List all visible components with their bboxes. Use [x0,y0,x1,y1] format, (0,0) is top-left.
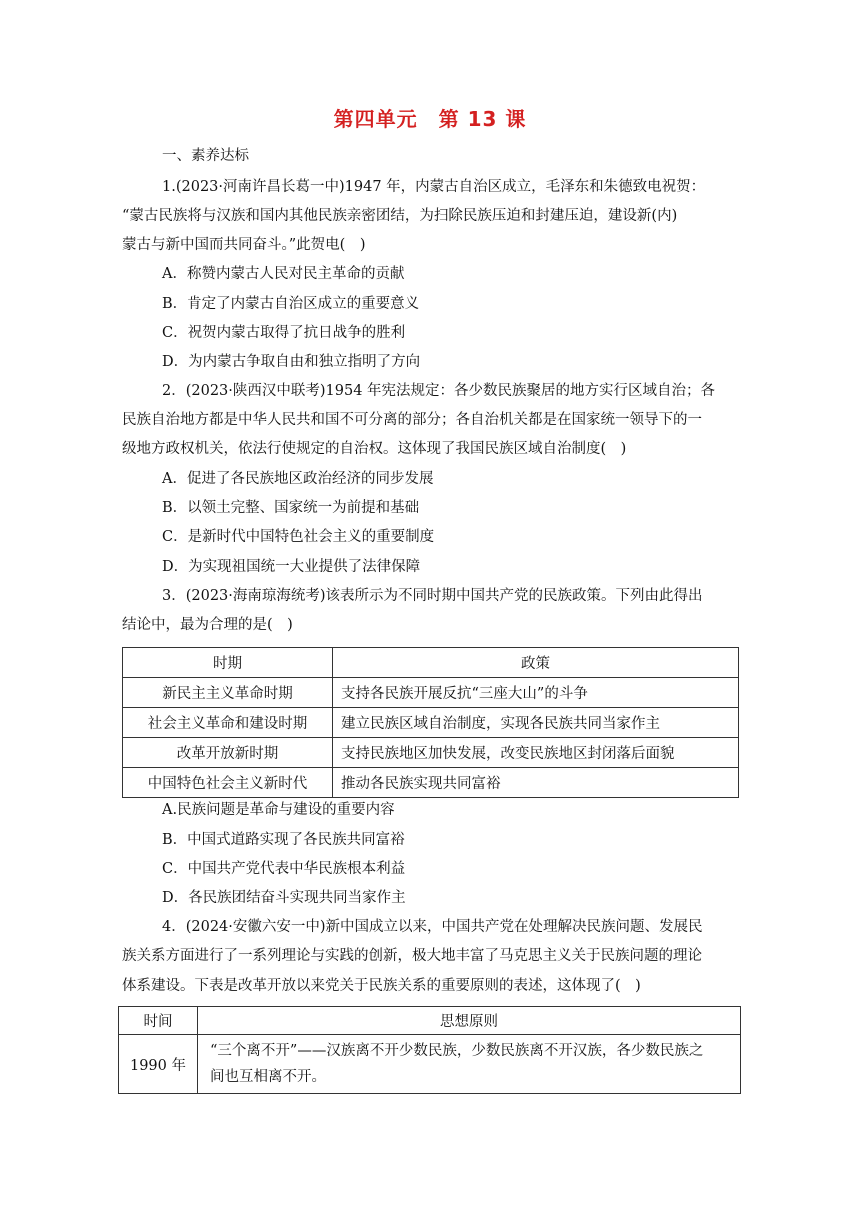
table-cell-period: 改革开放新时期 [123,738,333,768]
q1-option-d[interactable]: D．为内蒙古争取自由和独立指明了方向 [162,354,421,370]
table-header-cell: 政策 [333,648,739,678]
table-cell-policy: 支持各民族开展反抗“三座大山”的斗争 [333,678,739,708]
table-cell-time: 1990 年 [119,1035,198,1094]
q4-stem-line-1: 4．(2024·安徽六安一中)新中国成立以来，中国共产党在处理解决民族问题、发展民 [162,919,703,935]
q2-option-d[interactable]: D．为实现祖国统一大业提供了法律保障 [162,559,421,575]
q4-stem-line-2: 族关系方面进行了一系列理论与实践的创新，极大地丰富了马克思主义关于民族问题的理论 [122,948,702,964]
table-cell-period: 中国特色社会主义新时代 [123,768,333,798]
q3-option-d[interactable]: D．各民族团结奋斗实现共同当家作主 [162,890,406,906]
q2-stem-line-3: 级地方政权机关，依法行使规定的自治权。这体现了我国民族区域自治制度( ) [122,441,627,457]
q2-stem-line-1: 2．(2023·陕西汉中联考)1954 年宪法规定：各少数民族聚居的地方实行区域自治；各 [162,383,716,399]
q3-policy-table [122,647,739,798]
table-header-row [119,1007,741,1035]
table-header-cell: 思想原则 [198,1007,741,1035]
table-row [123,708,739,738]
q4-principle-table [118,1006,741,1094]
q2-option-a[interactable]: A．促进了各民族地区政治经济的同步发展 [162,471,434,487]
page-title: 第四单元 第 13 课 [333,107,527,131]
principle-line-1: “三个离不开”——汉族离不开少数民族，少数民族离不开汉族，各少数民族之 [210,1043,704,1059]
q4-stem-line-3: 体系建设。下表是改革开放以来党关于民族关系的重要原则的表述，这体现了( ) [122,978,641,994]
table-row [123,678,739,708]
q1-option-a[interactable]: A．称赞内蒙古人民对民主革命的贡献 [162,266,405,282]
q3-option-b[interactable]: B．中国式道路实现了各民族共同富裕 [162,832,405,848]
section-heading: 一、素养达标 [162,148,249,164]
table-header-cell: 时间 [119,1007,198,1035]
q3-option-a[interactable]: A.民族问题是革命与建设的重要内容 [162,802,395,818]
table-header-cell: 时期 [123,648,333,678]
table-cell-period: 社会主义革命和建设时期 [123,708,333,738]
table-cell-principle [198,1035,741,1094]
q1-stem-line-2: “蒙古民族将与汉族和国内其他民族亲密团结，为扫除民族压迫和封建压迫，建设新(内) [122,208,678,224]
q1-stem-line-1: 1.(2023·河南许昌长葛一中)1947 年，内蒙古自治区成立，毛泽东和朱德致电祝贺： [162,179,706,195]
q1-option-c[interactable]: C．祝贺内蒙古取得了抗日战争的胜利 [162,325,406,341]
principle-line-2: 间也互相离不开。 [210,1069,326,1085]
q3-stem-line-1: 3．(2023·海南琼海统考)该表所示为不同时期中国共产党的民族政策。下列由此得出 [162,588,703,604]
table-row [123,768,739,798]
q3-option-c[interactable]: C．中国共产党代表中华民族根本利益 [162,861,406,877]
q1-option-b[interactable]: B．肯定了内蒙古自治区成立的重要意义 [162,296,420,312]
table-cell-policy: 推动各民族实现共同富裕 [333,768,739,798]
q2-option-b[interactable]: B．以领土完整、国家统一为前提和基础 [162,500,420,516]
table-row [119,1035,741,1094]
table-cell-policy: 支持民族地区加快发展，改变民族地区封闭落后面貌 [333,738,739,768]
table-row [123,738,739,768]
table-cell-policy: 建立民族区域自治制度，实现各民族共同当家作主 [333,708,739,738]
q2-option-c[interactable]: C．是新时代中国特色社会主义的重要制度 [162,529,435,545]
table-cell-period: 新民主主义革命时期 [123,678,333,708]
table-header-row [123,648,739,678]
q1-stem-line-3: 蒙古与新中国而共同奋斗。”此贺电( ) [122,237,366,253]
q3-stem-line-2: 结论中，最为合理的是( ) [122,617,293,633]
q2-stem-line-2: 民族自治地方都是中华人民共和国不可分离的部分；各自治机关都是在国家统一领导下的一 [122,412,702,428]
